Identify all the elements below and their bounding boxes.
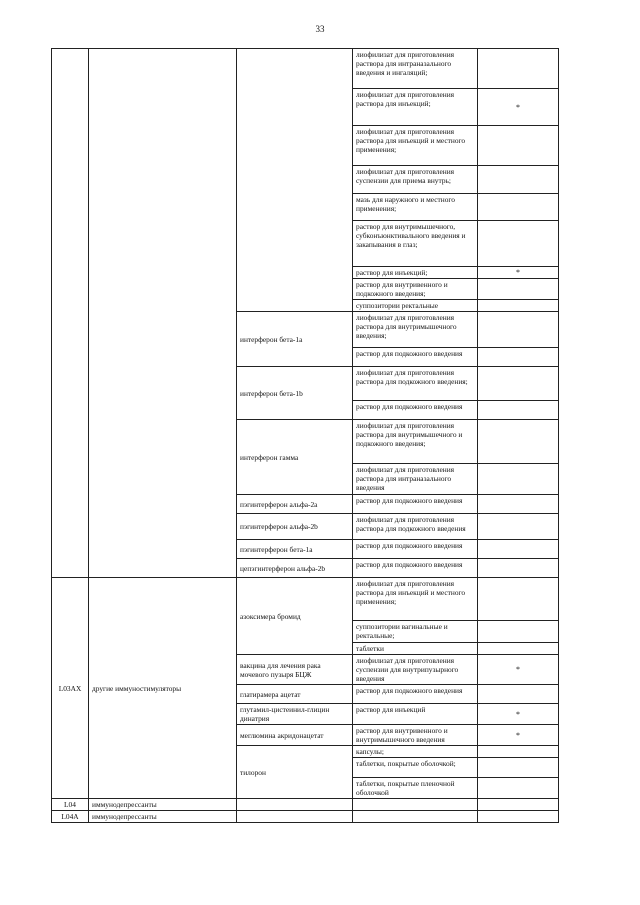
note-cell xyxy=(478,420,559,464)
dosage-form-cell: раствор для инъекций xyxy=(353,704,478,725)
dosage-form-cell: лиофилизат для приготовления раствора для подкожного введения xyxy=(353,514,478,540)
note-cell xyxy=(478,643,559,655)
note-cell: * xyxy=(478,89,559,126)
note-cell xyxy=(478,778,559,799)
dosage-form-cell: лиофилизат для приготовления раствора для внутримышечного введения; xyxy=(353,312,478,348)
drug-table xyxy=(51,48,559,823)
dosage-form-cell xyxy=(353,799,478,811)
group-name-cell xyxy=(89,49,237,578)
dosage-form-cell: капсулы; xyxy=(353,746,478,758)
note-cell: * xyxy=(478,704,559,725)
dosage-form-cell: суппозитории вагинальные и ректальные; xyxy=(353,621,478,643)
dosage-form-cell: раствор для подкожного введения xyxy=(353,401,478,420)
atc-code-cell: L04 xyxy=(52,799,89,811)
dosage-form-cell: лиофилизат для приготовления раствора для внутримышечного и подкожного введения; xyxy=(353,420,478,464)
drug-name-cell: пэгинтерферон альфа-2a xyxy=(237,495,353,514)
note-cell xyxy=(478,300,559,312)
dosage-form-cell: лиофилизат для приготовления раствора для инъекций и местного применения; xyxy=(353,578,478,621)
note-cell xyxy=(478,464,559,495)
drug-name-cell: пэгинтерферон альфа-2b xyxy=(237,514,353,540)
note-cell xyxy=(478,799,559,811)
note-cell xyxy=(478,685,559,704)
drug-name-cell: тилорон xyxy=(237,746,353,799)
dosage-form-cell: раствор для внутривенного и внутримышечного введения xyxy=(353,725,478,746)
drug-name-cell: меглюмина акридонацетат xyxy=(237,725,353,746)
drug-name-cell: вакцина для лечения рака мочевого пузыря БЦЖ xyxy=(237,655,353,685)
drug-name-cell xyxy=(237,49,353,312)
note-cell xyxy=(478,401,559,420)
dosage-form-cell: таблетки, покрытые оболочкой; xyxy=(353,758,478,778)
note-cell xyxy=(478,221,559,267)
atc-code-cell xyxy=(52,49,89,578)
dosage-form-cell: лиофилизат для приготовления суспензии для приема внутрь; xyxy=(353,166,478,194)
dosage-form-cell: лиофилизат для приготовления раствора для инъекций и местного применения; xyxy=(353,126,478,166)
note-cell xyxy=(478,166,559,194)
note-cell xyxy=(478,279,559,300)
dosage-form-cell: раствор для подкожного введения xyxy=(353,540,478,559)
note-cell xyxy=(478,578,559,621)
note-cell xyxy=(478,348,559,367)
dosage-form-cell: лиофилизат для приготовления раствора для интраназального введения xyxy=(353,464,478,495)
dosage-form-cell xyxy=(353,811,478,823)
note-cell xyxy=(478,540,559,559)
table-row xyxy=(52,799,559,811)
note-cell xyxy=(478,312,559,348)
group-name-cell: другие иммуностимуляторы xyxy=(89,578,237,799)
drug-name-cell: глатирамера ацетат xyxy=(237,685,353,704)
drug-name-cell: интерферон бета-1b xyxy=(237,367,353,420)
group-name-cell: иммунодепрессанты xyxy=(89,811,237,823)
drug-name-cell: азоксимера бромид xyxy=(237,578,353,655)
drug-name-cell: глутамил-цистеинил-глицин динатрия xyxy=(237,704,353,725)
table-row xyxy=(52,811,559,823)
drug-name-cell: пэгинтерферон бета-1a xyxy=(237,540,353,559)
dosage-form-cell: таблетки, покрытые пленочной оболочкой xyxy=(353,778,478,799)
dosage-form-cell: раствор для подкожного введения xyxy=(353,495,478,514)
dosage-form-cell: раствор для подкожного введения xyxy=(353,348,478,367)
note-cell: * xyxy=(478,725,559,746)
note-cell xyxy=(478,758,559,778)
dosage-form-cell: лиофилизат для приготовления суспензии для внутрипузырного введения xyxy=(353,655,478,685)
note-cell xyxy=(478,514,559,540)
note-cell xyxy=(478,194,559,221)
dosage-form-cell: раствор для внутримышечного, субконъюнктивального введения и закапывания в глаз; xyxy=(353,221,478,267)
dosage-form-cell: раствор для подкожного введения xyxy=(353,685,478,704)
atc-code-cell: L03AX xyxy=(52,578,89,799)
dosage-form-cell: раствор для внутривенного и подкожного введения; xyxy=(353,279,478,300)
drug-name-cell: интерферон бета-1a xyxy=(237,312,353,367)
atc-code-cell: L04A xyxy=(52,811,89,823)
drug-name-cell xyxy=(237,811,353,823)
note-cell: * xyxy=(478,267,559,279)
group-name-cell: иммунодепрессанты xyxy=(89,799,237,811)
note-cell xyxy=(478,126,559,166)
drug-name-cell: цепэгинтерферон альфа-2b xyxy=(237,559,353,578)
note-cell xyxy=(478,746,559,758)
note-cell xyxy=(478,811,559,823)
drug-name-cell xyxy=(237,799,353,811)
dosage-form-cell: суппозитории ректальные xyxy=(353,300,478,312)
dosage-form-cell: раствор для инъекций; xyxy=(353,267,478,279)
drug-name-cell: интерферон гамма xyxy=(237,420,353,495)
note-cell xyxy=(478,495,559,514)
note-cell xyxy=(478,621,559,643)
dosage-form-cell: лиофилизат для приготовления раствора для инъекций; xyxy=(353,89,478,126)
dosage-form-cell: раствор для подкожного введения xyxy=(353,559,478,578)
table-row xyxy=(52,49,559,89)
note-cell: * xyxy=(478,655,559,685)
dosage-form-cell: лиофилизат для приготовления раствора для интраназального введения и ингаляций; xyxy=(353,49,478,89)
dosage-form-cell: таблетки xyxy=(353,643,478,655)
note-cell xyxy=(478,367,559,401)
dosage-form-cell: лиофилизат для приготовления раствора для подкожного введения; xyxy=(353,367,478,401)
table-row xyxy=(52,578,559,621)
note-cell xyxy=(478,559,559,578)
dosage-form-cell: мазь для наружного и местного применения; xyxy=(353,194,478,221)
note-cell xyxy=(478,49,559,89)
page-number: 33 xyxy=(315,24,325,34)
